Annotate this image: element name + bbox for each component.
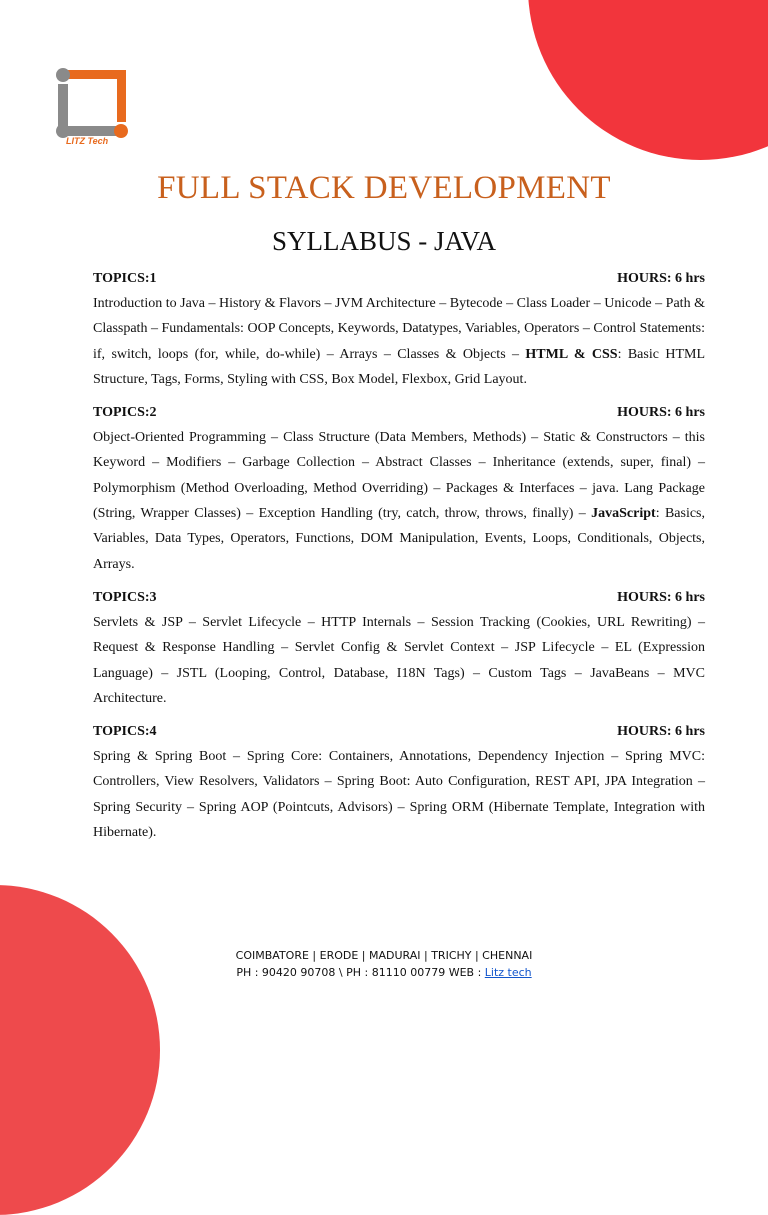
page-footer [0, 947, 768, 981]
description-text: Object-Oriented Programming – Class Structure (Data Members, Methods) – Static & Constructors – this Keyword – Modifiers – Garbage Collection – Abstract Classes – Inheritance (extends, super, final) – Polymorphism (Method Overloading, Method Overriding) – Packages & Interfaces – java. Lang Package (String, Wrapper Classes) – Exception Handling (try, catch, throw, throws, finally) – [93, 430, 705, 522]
description-bold-text: JavaScript [591, 506, 656, 522]
description-text: : Basics, Variables, Data Types, Operators, Functions, DOM Manipulation, Events, Loops, Conditionals, Objects, Arrays. [93, 506, 705, 572]
hours-label: HOURS: 6 hrs [617, 271, 705, 286]
description-text: Servlets & JSP – Servlet Lifecycle – HTTP Internals – Session Tracking (Cookies, URL Rewriting) – Request & Response Handling – Servlet Config & Servlet Context – JSP Lifecycle – EL (Expression Language) – JSTL (Looping, Control, Database, I18N Tags) – Custom Tags – JavaBeans – MVC Architecture. [93, 614, 705, 706]
topic-description [93, 610, 705, 711]
hours-label: HOURS: 6 hrs [617, 724, 705, 740]
footer-contact [0, 964, 768, 981]
topic-label: TOPICS:2 [93, 405, 157, 421]
topic-label: TOPICS:4 [93, 724, 157, 740]
logo-wordmark: LITZ Tech [66, 136, 109, 146]
topic-section [93, 266, 705, 392]
corner-decoration-bottom-left [0, 885, 160, 1215]
description-text: Spring & Spring Boot – Spring Core: Containers, Annotations, Dependency Injection – Spring MVC: Controllers, View Resolvers, Validators – Spring Boot: Auto Configuration, REST API, JPA Integration – Spring Security – Spring AOP (Pointcuts, Advisors) – Spring ORM (Hibernate Template, Integration with Hibernate). [93, 749, 705, 841]
hours-label: HOURS: 6 hrs [617, 405, 705, 421]
description-text: Introduction to Java – History & Flavors – JVM Architecture – Bytecode – Class Loader – Unicode – Path & Classpath – Fundamentals: OOP Concepts, Keywords, Datatypes, Variables, Operators – Control Statements: if, switch, loops (for, while, do-while) – Arrays – Classes & Objects – [93, 296, 705, 362]
topic-header [93, 266, 705, 291]
topic-label: TOPICS:1 [93, 271, 157, 286]
topic-section [93, 400, 705, 577]
topic-header [93, 585, 705, 610]
topic-description [93, 425, 705, 577]
topic-header [93, 719, 705, 744]
description-bold-text: HTML & CSS [525, 346, 618, 362]
corner-decoration-top-right [528, 0, 768, 160]
page-subtitle: SYLLABUS - JAVA [271, 226, 497, 256]
topic-header [93, 400, 705, 425]
topic-section [93, 719, 705, 845]
footer-locations: COIMBATORE | ERODE | MADURAI | TRICHY | CHENNAI [235, 949, 533, 962]
topic-description [93, 291, 705, 392]
topic-description [93, 744, 705, 845]
topic-label: TOPICS:3 [93, 589, 157, 605]
topic-section [93, 585, 705, 711]
description-text: : Basic HTML Structure, Tags, Forms, Styling with CSS, Box Model, Flexbox, Grid Layout. [93, 346, 705, 387]
hours-label: HOURS: 6 hrs [617, 589, 705, 605]
syllabus-content [93, 266, 705, 853]
website-link[interactable]: Litz tech [484, 966, 532, 979]
footer-phones: PH : 90420 90708 \ PH : 81110 00779 WEB : [236, 966, 485, 979]
page-title: FULL STACK DEVELOPMENT [157, 170, 611, 206]
